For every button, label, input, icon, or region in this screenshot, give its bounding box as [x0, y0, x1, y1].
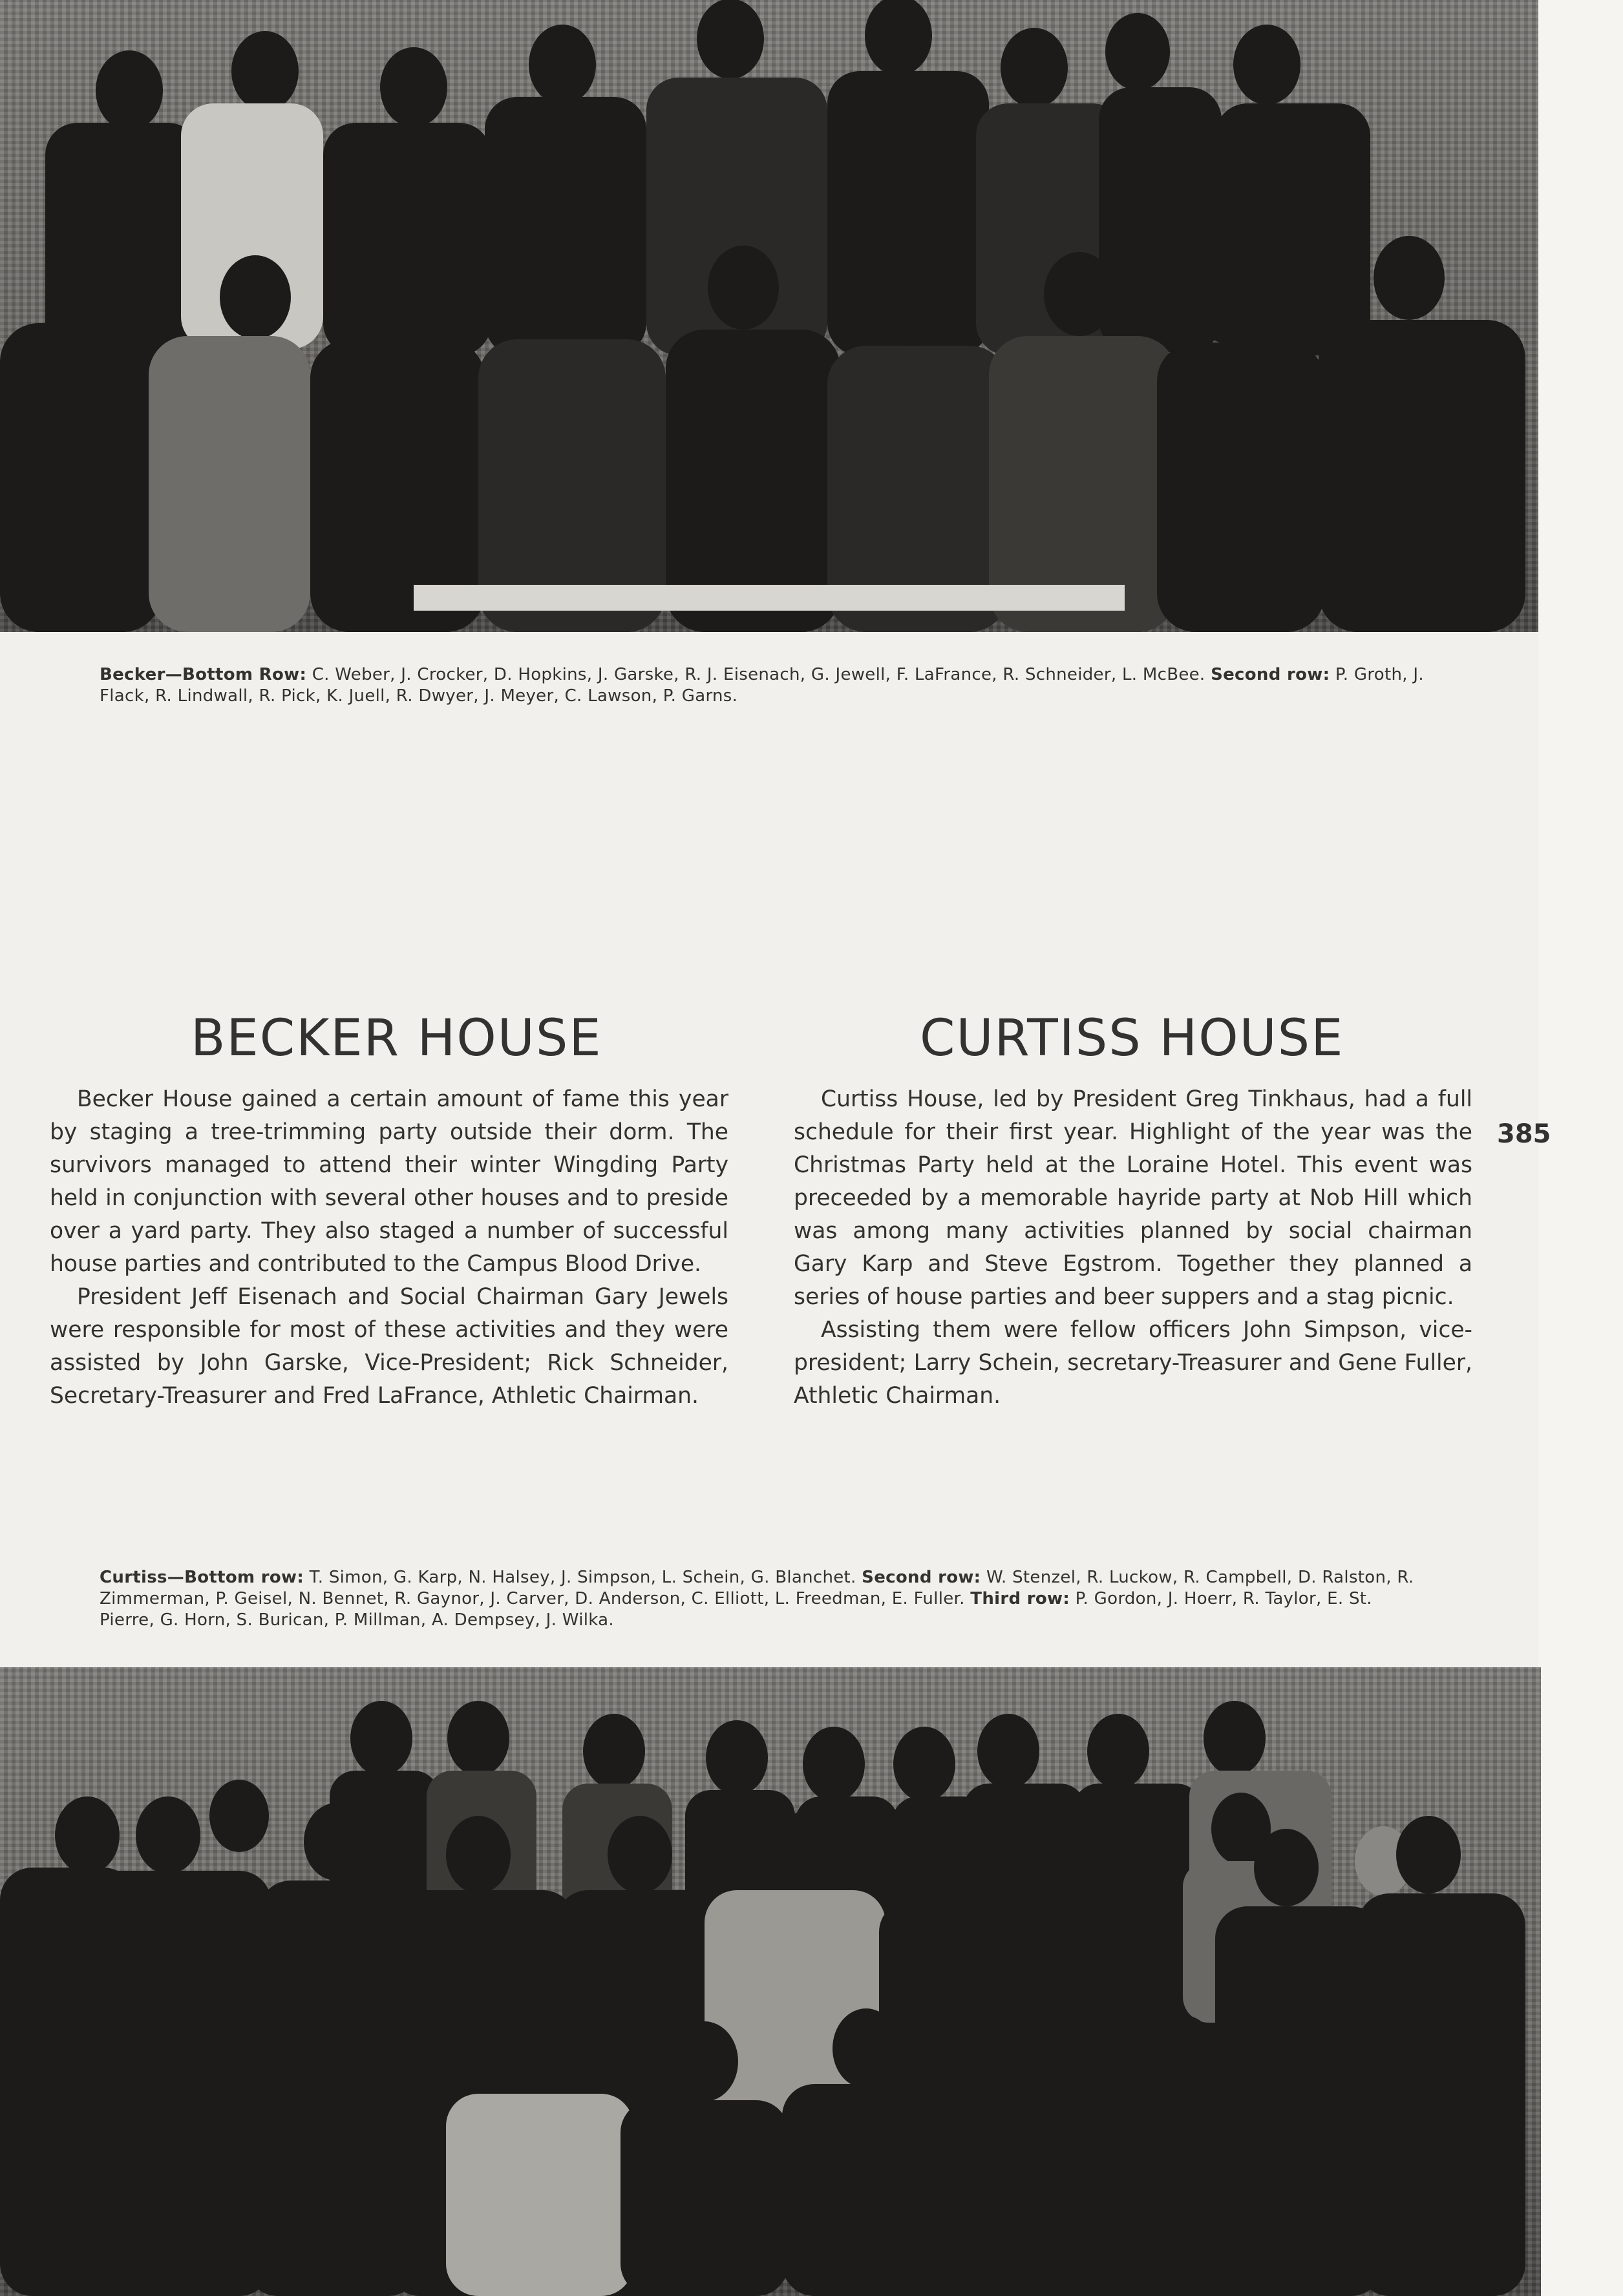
- caption-row-label: Curtiss—Bottom row:: [100, 1568, 304, 1587]
- caption-row-label: Third row:: [970, 1589, 1070, 1608]
- caption-names: C. Weber, J. Crocker, D. Hopkins, J. Garske, R. J. Eisenach, G. Jewell, F. LaFrance, R. Schneider, L. McBee.: [306, 665, 1211, 684]
- caption-names: P. Groth, J. Flack, R. Lindwall, R. Pick, K. Juell, R. Dwyer, J. Meyer, C. Lawson, P. Garns.: [100, 665, 1424, 706]
- becker-photo-figures: [0, 0, 1538, 632]
- page-margin: [1538, 0, 1623, 2296]
- paragraph: Assisting them were fellow officers John Simpson, vice-president; Larry Schein, secretary-Treasurer and Gene Fuller, Athletic Chairman.: [794, 1317, 1472, 1409]
- caption-row-label: Becker—Bottom Row:: [100, 665, 307, 684]
- caption-row-label: Second row:: [1211, 665, 1330, 684]
- page-number: 385: [1497, 1119, 1551, 1149]
- becker-photo-caption: [100, 664, 1425, 707]
- becker-house-heading: BECKER HOUSE: [191, 1009, 602, 1068]
- curtiss-house-heading: CURTISS HOUSE: [920, 1009, 1344, 1068]
- curtiss-photo-figures: [0, 1667, 1541, 2296]
- curtiss-group-photo: [0, 1667, 1541, 2296]
- caption-names: T. Simon, G. Karp, N. Halsey, J. Simpson, L. Schein, G. Blanchet.: [304, 1568, 862, 1587]
- becker-house-text: [50, 1083, 728, 1413]
- becker-group-photo: [0, 0, 1538, 632]
- curtiss-photo-caption: [100, 1567, 1425, 1631]
- curtiss-house-text: [794, 1083, 1472, 1413]
- paragraph: Curtiss House, led by President Greg Tinkhaus, had a full schedule for their first year. Highlight of the year was the Christmas Party held at the Loraine Hotel. This event was preceeded by a memorable hayride party at Nob Hill which was among many activities planned by social chairman Gary Karp and Steve Egstrom. Together they planned a series of house parties and beer suppers and a stag picnic.: [794, 1086, 1472, 1310]
- caption-row-label: Second row:: [862, 1568, 981, 1587]
- paragraph: Becker House gained a certain amount of fame this year by staging a tree-trimming party outside their dorm. The survivors managed to attend their winter Wingding Party held in conjunction with several other houses and to preside over a yard party. They also staged a number of successful house parties and contributed to the Campus Blood Drive.: [50, 1086, 728, 1277]
- paragraph: President Jeff Eisenach and Social Chairman Gary Jewels were responsible for most of these activities and they were assisted by John Garske, Vice-President; Rick Schneider, Secretary-Treasurer and Fred LaFrance, Athletic Chairman.: [50, 1284, 728, 1409]
- caption-names: P. Gordon, J. Hoerr, R. Taylor, E. St. Pierre, G. Horn, S. Burican, P. Millman, A. Dempsey, J. Wilka.: [100, 1589, 1372, 1630]
- caption-names: W. Stenzel, R. Luckow, R. Campbell, D. Ralston, R. Zimmerman, P. Geisel, N. Bennet, R. Gaynor, J. Carver, D. Anderson, C. Elliott, L. Freedman, E. Fuller.: [100, 1568, 1414, 1608]
